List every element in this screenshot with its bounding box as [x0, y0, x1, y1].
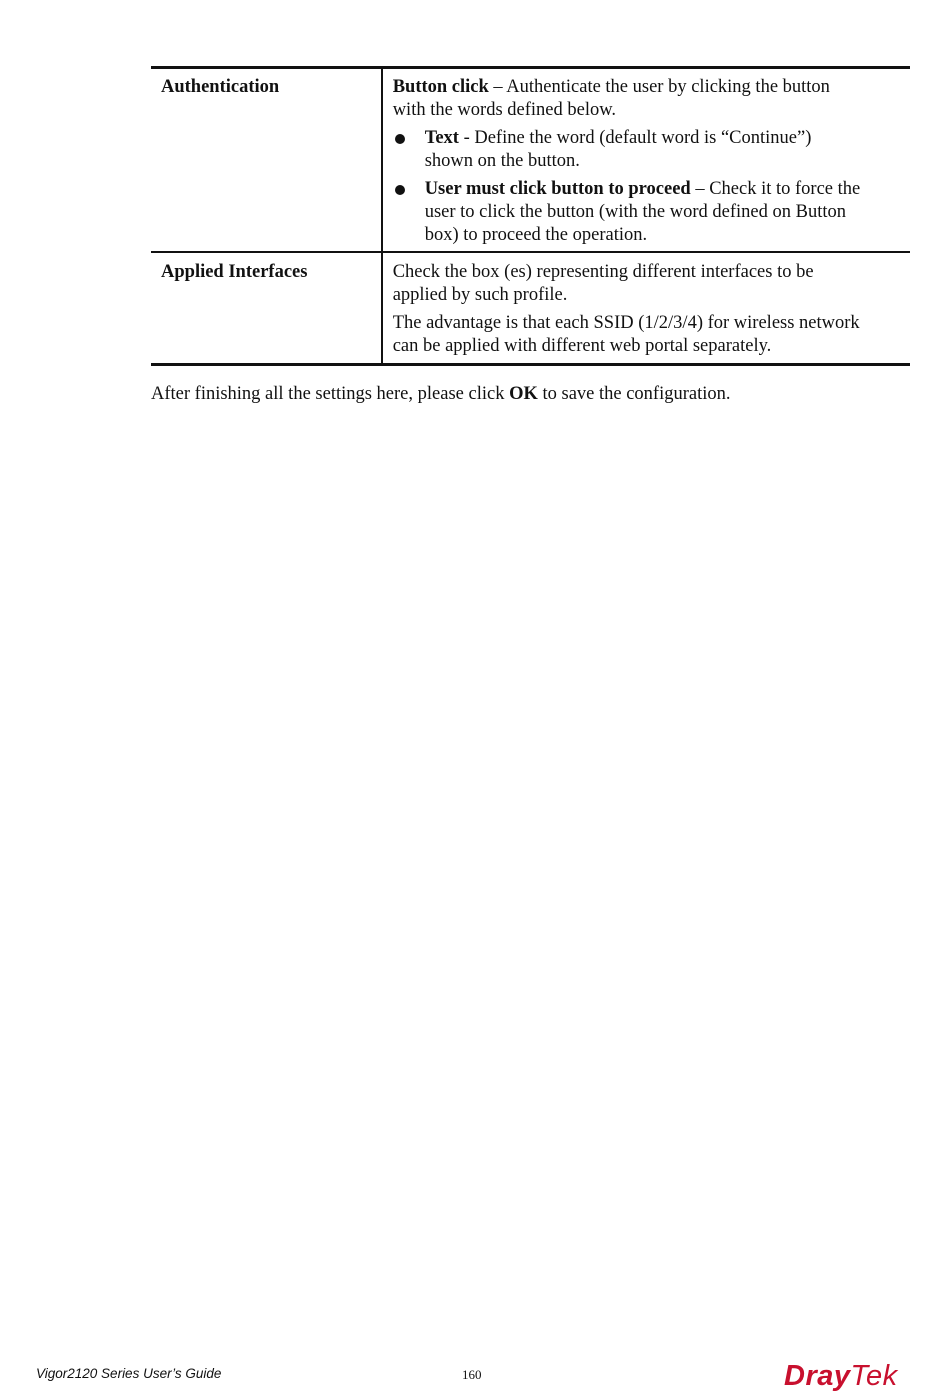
bullet-text: - Define the word (default word is “Continue”)	[458, 128, 812, 148]
draytek-logo	[784, 1358, 898, 1394]
bullet-line: shown on the button.	[424, 151, 580, 171]
description-paragraph	[393, 261, 900, 307]
footer-guide-title: Vigor2120 Series User’s Guide	[36, 1366, 222, 1381]
bullet-icon	[395, 185, 405, 195]
bullet-text: – Check it to force the	[690, 179, 861, 199]
description-line	[393, 76, 900, 99]
closing-text-before: After finishing all the settings here, please click	[151, 384, 510, 404]
description-line: Check the box (es) representing different interfaces to be	[392, 262, 814, 282]
description-paragraph	[393, 312, 900, 358]
row-label-applied-interfaces: Applied Interfaces	[151, 252, 382, 365]
description-line: The advantage is that each SSID (1/2/3/4) for wireless network	[392, 313, 860, 333]
bullet-line	[425, 178, 900, 201]
term-user-must-click: User must click button to proceed	[424, 179, 691, 199]
description-line: can be applied with different web portal separately.	[392, 336, 772, 356]
description-line: applied by such profile.	[392, 285, 568, 305]
term-button-click: Button click	[392, 77, 489, 97]
row-description-applied-interfaces	[382, 252, 910, 365]
closing-text-after: to save the configuration.	[537, 384, 731, 404]
table-row	[151, 68, 910, 253]
ok-keyword: OK	[509, 384, 538, 404]
bullet-line: box) to proceed the operation.	[424, 225, 648, 245]
page-number: 160	[462, 1367, 482, 1382]
bullet-list	[393, 127, 900, 247]
bullet-line: user to click the button (with the word defined on Button	[424, 202, 846, 222]
settings-table	[151, 66, 910, 366]
bullet-icon	[395, 134, 405, 144]
row-label-authentication: Authentication	[151, 68, 382, 253]
logo-text-tek: Tek	[850, 1360, 898, 1392]
description-text: – Authenticate the user by clicking the button	[488, 77, 830, 97]
term-text: Text	[424, 128, 459, 148]
list-item	[393, 127, 900, 173]
list-item	[393, 178, 900, 247]
bullet-line	[425, 127, 900, 150]
logo-text-dray: Dray	[784, 1360, 851, 1392]
closing-paragraph	[151, 382, 731, 406]
row-description-authentication	[382, 68, 910, 253]
description-line: with the words defined below.	[392, 100, 617, 120]
table-row	[151, 252, 910, 365]
